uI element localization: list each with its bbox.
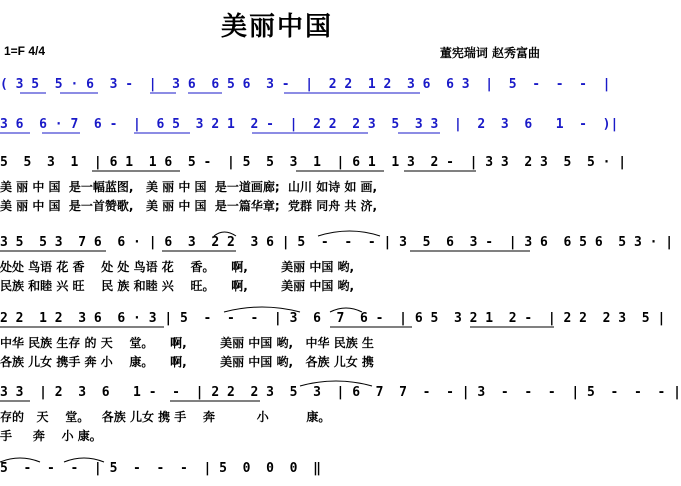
staff-row-6: 3 3 | 2 3 6 1 - - | 2 2 2 3 5 3 | 6 7 7 - - | 3 - - - | 5 - - - | [0, 385, 681, 400]
lyric-row-6-verse-2: 手 奔 小 康。 [0, 429, 102, 443]
lyric-row-6-verse-1: 存的 天 堂。 各族 儿女 携 手 奔 小 康。 [0, 410, 331, 424]
staff-row-4: 3 5 5 3 7 6 6 · | 6 3 2 2 3 6 | 5 - - - | 3 5 6 3 - | 3 6 6 5 6 5 3 · | [0, 235, 674, 250]
lyric-row-4-verse-2: 民族 和睦 兴 旺 民 族 和睦 兴 旺。 啊, 美丽 中国 哟, [0, 279, 355, 293]
key-signature: 1=F 4/4 [4, 44, 46, 58]
credits: 董宪瑞词 赵秀富曲 [439, 46, 540, 60]
lyric-row-4-verse-1: 处处 鸟语 花 香 处 处 鸟语 花 香。 啊, 美丽 中国 哟, [0, 260, 355, 274]
page-title: 美丽中国 [220, 12, 333, 42]
staff-row-7: 5 - - - | 5 - - - | 5 0 0 0 ‖ [0, 461, 321, 476]
staff-row-3: 5 5 3 1 | 6 1 1 6 5 - | 5 5 3 1 | 6 1 1 3 2 - | 3 3 2 3 5 5 · | [0, 155, 627, 170]
lyric-row-5-verse-2: 各族 儿女 携手 奔 小 康。 啊, 美丽 中国 哟, 各族 儿女 携 [0, 355, 374, 369]
staff-row-2: 3 6 6 · 7 6 - | 6 5 3 2 1 2 - | 2 2 2 3 5 3 3 | 2 3 6 1 - )| [0, 117, 619, 132]
staff-row-5: 2 2 1 2 3 6 6 · 3 | 5 - - - | 3 6 7 6 - | 6 5 3 2 1 2 - | 2 2 2 3 5 | [0, 311, 666, 326]
lyric-row-3-verse-1: 美 丽 中 国 是一幅蓝图, 美 丽 中 国 是一道画廊; 山川 如诗 如 画, [0, 180, 378, 194]
lyric-row-5-verse-1: 中华 民族 生存 的 天 堂。 啊, 美丽 中国 哟, 中华 民族 生 [0, 336, 374, 350]
staff-row-1: ( 3 5 5 · 6 3 - | 3 6 6 5 6 3 - | 2 2 1 2 3 6 6 3 | 5 - - - | [0, 77, 611, 92]
lyric-row-3-verse-2: 美 丽 中 国 是一首赞歌, 美 丽 中 国 是一篇华章; 党群 同舟 共 济, [0, 199, 378, 213]
